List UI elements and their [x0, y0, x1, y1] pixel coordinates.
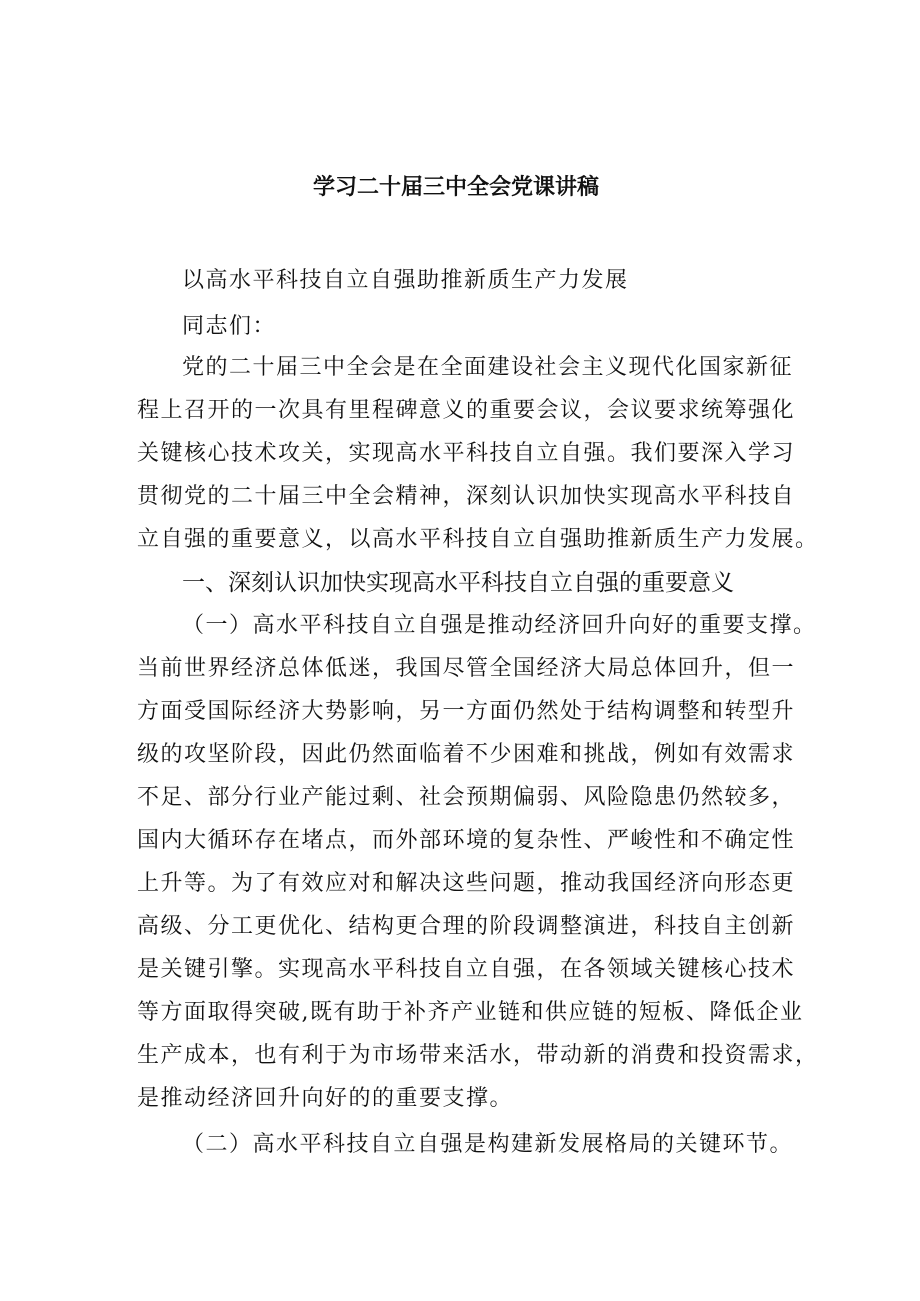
paragraph-line: 等方面取得突破,既有助于补齐产业链和供应链的短板、降低企业 [137, 1000, 804, 1025]
paragraph-line: （一）高水平科技自立自强是推动经济回升向好的重要支撑。 [182, 613, 817, 638]
document-title: 学习二十届三中全会党课讲稿 [313, 175, 600, 200]
paragraph-line: 不足、部分行业产能过剩、社会预期偏弱、风险隐患仍然较多， [137, 785, 796, 810]
intro-line: 立自强的重要意义，以高水平科技自立自强助推新质生产力发展。 [137, 527, 819, 552]
paragraph-line: 是关键引擎。实现高水平科技自立自强，在各领域关键核心技术 [137, 957, 796, 982]
intro-line: 关键核心技术攻关，实现高水平科技自立自强。我们要深入学习 [137, 441, 796, 466]
paragraph-line: 国内大循环存在堵点，而外部环境的复杂性、严峻性和不确定性 [137, 828, 796, 853]
intro-line: 贯彻党的二十届三中全会精神，深刻认识加快实现高水平科技自 [137, 484, 796, 509]
section-heading: 一、深刻认识加快实现高水平科技自立自强的重要意义 [182, 570, 734, 596]
paragraph-line: 上升等。为了有效应对和解决这些问题，推动我国经济向形态更 [137, 871, 796, 896]
document-subtitle: 以高水平科技自立自强助推新质生产力发展 [182, 268, 629, 293]
paragraph-line: 是推动经济回升向好的的重要支撑。 [137, 1086, 514, 1111]
paragraph-line: 生产成本，也有利于为市场带来活水，带动新的消费和投资需求， [137, 1043, 819, 1068]
paragraph-2-first-line: （二）高水平科技自立自强是构建新发展格局的关键环节。 [182, 1132, 794, 1157]
intro-line: 程上召开的一次具有里程碑意义的重要会议，会议要求统筹强化 [137, 398, 796, 423]
paragraph-line: 高级、分工更优化、结构更合理的阶段调整演进，科技自主创新 [137, 914, 796, 939]
paragraph-line: 级的攻坚阶段，因此仍然面临着不少困难和挑战，例如有效需求 [137, 742, 796, 767]
paragraph-line: 当前世界经济总体低迷，我国尽管全国经济大局总体回升，但一 [137, 656, 796, 681]
paragraph-line: 方面受国际经济大势影响，另一方面仍然处于结构调整和转型升 [137, 699, 796, 724]
salutation: 同志们： [182, 314, 277, 339]
intro-line: 党的二十届三中全会是在全面建设社会主义现代化国家新征 [182, 355, 794, 380]
